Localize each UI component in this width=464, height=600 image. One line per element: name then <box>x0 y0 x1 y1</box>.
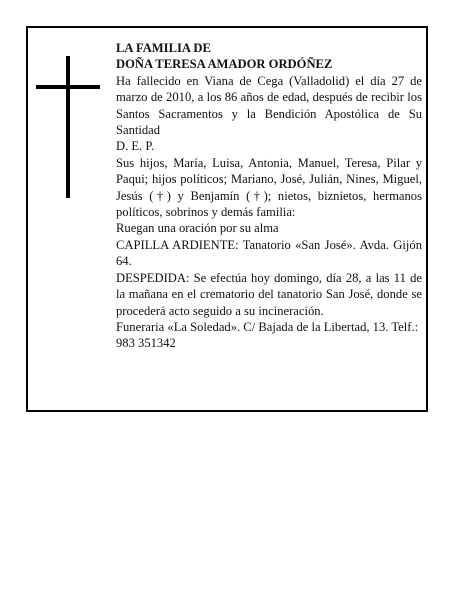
farewell-info: DESPEDIDA: Se efectúa hoy domingo, día 28, a las 11 de la mañana en el crematorio del tanatorio San José, donde se procederá acto seguido a su incineración. <box>116 270 422 318</box>
family-list: Sus hijos, María, Luisa, Antonia, Manuel, Teresa, Pilar y Paqui; hijos políticos; Mariano, José, Julián, Nines, Miguel, Jesús (†) y Benjamín (†); nietos, biznietos, hermanos políticos, sobrinos y demás familia: <box>116 155 422 220</box>
funeral-home-info: Funeraria «La Soledad». C/ Bajada de la Libertad, 13. Telf.: 983 351342 <box>116 319 419 351</box>
notice-body <box>116 40 422 352</box>
chapel-info: CAPILLA ARDIENTE: Tanatorio «San José». Avda. Gijón 64. <box>116 237 422 269</box>
rip-line: D. E. P. <box>116 139 155 154</box>
death-announcement: Ha fallecido en Viana de Cega (Valladolid) el día 27 de marzo de 2010, a los 86 años de edad, después de recibir los Santos Sacramentos y la Bendición Apostólica de Su Santidad <box>116 73 422 138</box>
family-heading: LA FAMILIA DE <box>116 41 211 55</box>
cross-icon <box>36 56 100 198</box>
prayer-request: Ruegan una oración por su alma <box>116 221 279 236</box>
deceased-name: DOÑA TERESA AMADOR ORDÓÑEZ <box>116 57 333 72</box>
obituary-notice <box>26 26 428 412</box>
